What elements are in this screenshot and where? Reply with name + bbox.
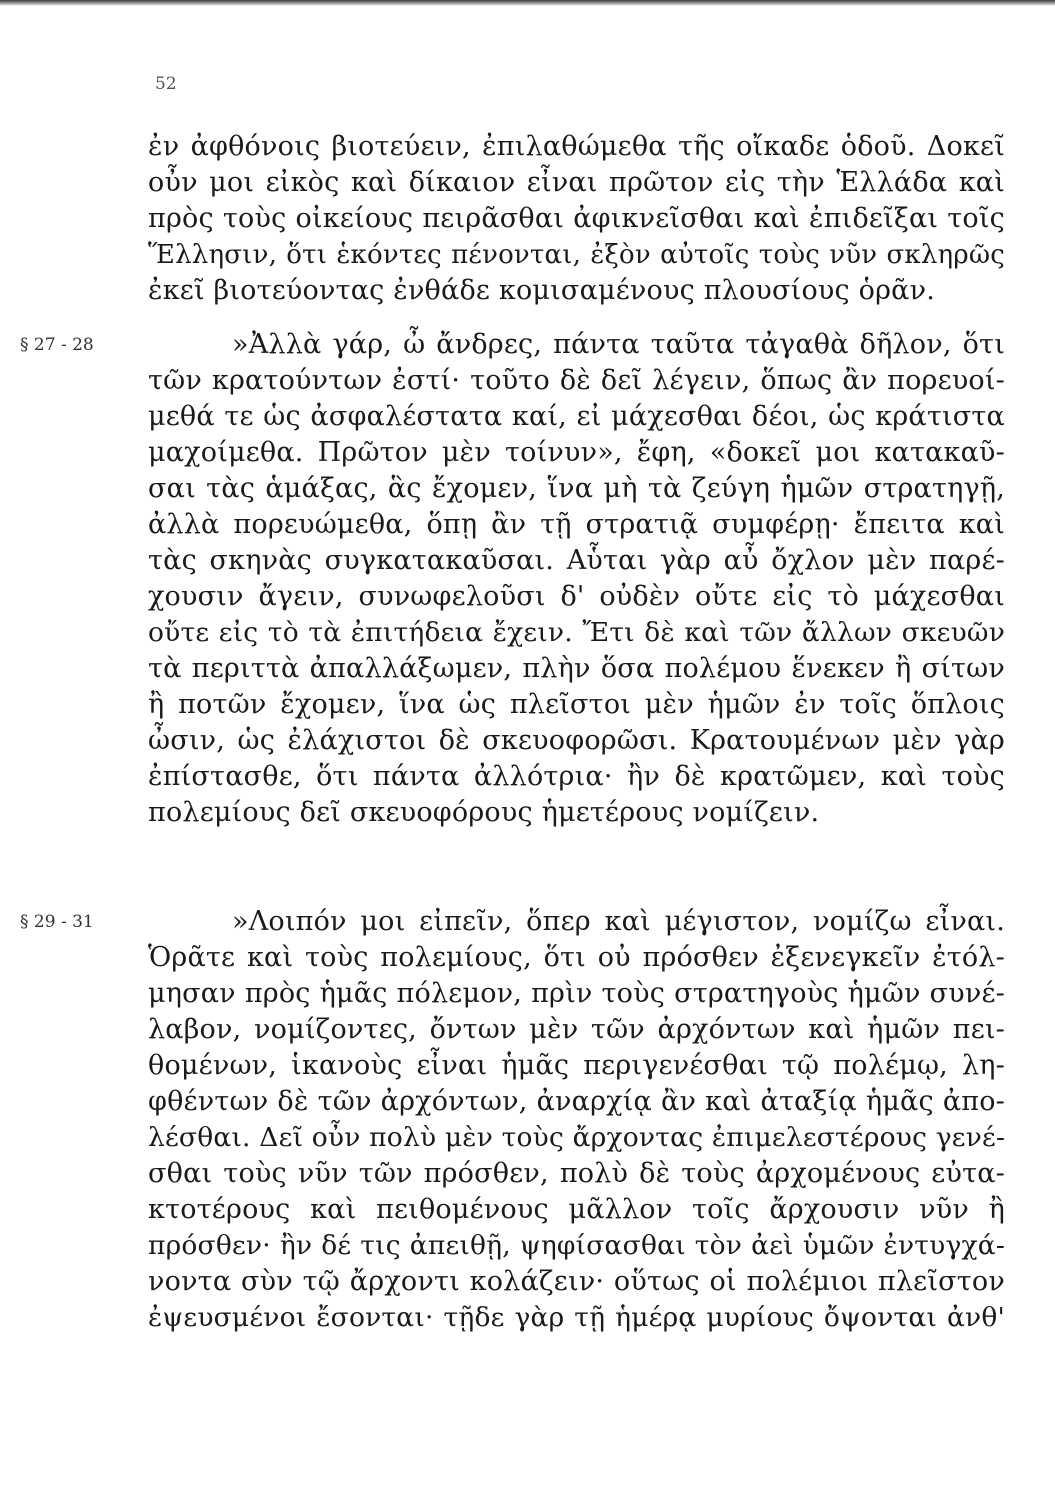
- text-line: φθέντων δὲ τῶν ἀρχόντων, ἀναρχίᾳ ἂν καὶ ἀταξίᾳ ἡμᾶς ἀπο-: [148, 1086, 1005, 1117]
- text-line: πολεμίους δεῖ σκευοφόρους ἡμετέρους νομίζειν.: [148, 797, 820, 828]
- text-line: »Λοιπόν μοι εἰπεῖν, ὅπερ καὶ μέγιστον, νομίζω εἶναι.: [232, 906, 1005, 937]
- text-line: κτοτέρους καὶ πειθομένους μᾶλλον τοῖς ἄρχουσιν νῦν ἢ: [148, 1194, 1005, 1225]
- text-line: ἢ ποτῶν ἔχομεν, ἵνα ὡς πλεῖστοι μὲν ἡμῶν ἐν τοῖς ὅπλοις: [148, 689, 1005, 720]
- text-line: πρόσθεν· ἢν δέ τις ἀπειθῇ, ψηφίσασθαι τὸν ἀεὶ ὑμῶν ἐντυγχά-: [148, 1230, 1005, 1261]
- section-marker-27-28: § 27 - 28: [20, 335, 94, 355]
- text-line: τὰς σκηνὰς συγκατακαῦσαι. Αὗται γὰρ αὖ ὄχλον μὲν παρέ-: [148, 545, 1005, 576]
- text-line: ὦσιν, ὡς ἐλάχιστοι δὲ σκευοφορῶσι. Κρατουμένων μὲν γὰρ: [148, 725, 1005, 756]
- text-line: σαι τὰς ἁμάξας, ἃς ἔχομεν, ἵνα μὴ τὰ ζεύγη ἡμῶν στρατηγῇ,: [148, 473, 1005, 504]
- text-line: λέσθαι. Δεῖ οὖν πολὺ μὲν τοὺς ἄρχοντας ἐπιμελεστέρους γενέ-: [148, 1122, 1006, 1153]
- text-line: μαχοίμεθα. Πρῶτον μὲν τοίνυν», ἔφη, «δοκεῖ μοι κατακαῦ-: [148, 437, 1005, 468]
- text-line: τὰ περιττὰ ἀπαλλάξωμεν, πλὴν ὅσα πολέμου ἕνεκεν ἢ σίτων: [148, 653, 1005, 684]
- section-marker-29-31: § 29 - 31: [20, 912, 94, 932]
- text-line: χουσιν ἄγειν, συνωφελοῦσι δ' οὐδὲν οὔτε εἰς τὸ μάχεσθαι: [148, 581, 1005, 612]
- text-line: μεθά τε ὡς ἀσφαλέστατα καί, εἰ μάχεσθαι δέοι, ὡς κράτιστα: [148, 401, 1005, 432]
- text-line: ἀλλὰ πορευώμεθα, ὅπῃ ἂν τῇ στρατιᾷ συμφέρῃ· ἔπειτα καὶ: [148, 509, 1005, 540]
- text-line: ἐψευσμένοι ἔσονται· τῇδε γὰρ τῇ ἡμέρᾳ μυρίους ὄψονται ἀνθ': [148, 1302, 1005, 1333]
- text-line: πρὸς τοὺς οἰκείους πειρᾶσθαι ἀφικνεῖσθαι καὶ ἐπιδεῖξαι τοῖς: [148, 203, 1005, 234]
- text-line: »Ἀλλὰ γάρ, ὦ ἄνδρες, πάντα ταῦτα τἀγαθὰ δῆλον, ὅτι: [232, 329, 1005, 360]
- text-line: Ἕλλησιν, ὅτι ἑκόντες πένονται, ἐξὸν αὐτοῖς τοὺς νῦν σκληρῶς: [148, 240, 1005, 270]
- page-top-edge: [0, 0, 1055, 6]
- text-line: ἐν ἀφθόνοις βιοτεύειν, ἐπιλαθώμεθα τῆς οἴκαδε ὁδοῦ. Δοκεῖ: [148, 131, 1005, 162]
- text-line: τῶν κρατούντων ἐστί· τοῦτο δὲ δεῖ λέγειν, ὅπως ἂν πορευοί-: [148, 365, 1005, 396]
- text-line: λαβον, νομίζοντες, ὄντων μὲν τῶν ἀρχόντων καὶ ἡμῶν πει-: [148, 1014, 1005, 1045]
- text-line: οὔτε εἰς τὸ τὰ ἐπιτήδεια ἔχειν. Ἔτι δὲ καὶ τῶν ἄλλων σκευῶν: [148, 617, 1005, 648]
- text-line: ἐπίστασθε, ὅτι πάντα ἀλλότρια· ἢν δὲ κρατῶμεν, καὶ τοὺς: [148, 761, 1005, 792]
- text-line: θομένων, ἱκανοὺς εἶναι ἡμᾶς περιγενέσθαι τῷ πολέμῳ, λη-: [148, 1050, 1005, 1081]
- text-line: Ὁρᾶτε καὶ τοὺς πολεμίους, ὅτι οὐ πρόσθεν ἐξενεγκεῖν ἐτόλ-: [148, 942, 1005, 973]
- text-line: ἐκεῖ βιοτεύοντας ἐνθάδε κομισαμένους πλουσίους ὁρᾶν.: [148, 275, 935, 306]
- page-number: 52: [155, 74, 177, 94]
- text-line: νοντα σὺν τῷ ἄρχοντι κολάζειν· οὕτως οἱ πολέμιοι πλεῖστον: [148, 1266, 1005, 1297]
- text-line: σθαι τοὺς νῦν τῶν πρόσθεν, πολὺ δὲ τοὺς ἀρχομένους εὐτα-: [148, 1158, 1005, 1189]
- text-line: οὖν μοι εἰκὸς καὶ δίκαιον εἶναι πρῶτον εἰς τὴν Ἑλλάδα καὶ: [148, 167, 1005, 198]
- text-line: μησαν πρὸς ἡμᾶς πόλεμον, πρὶν τοὺς στρατηγοὺς ἡμῶν συνέ-: [148, 978, 1005, 1009]
